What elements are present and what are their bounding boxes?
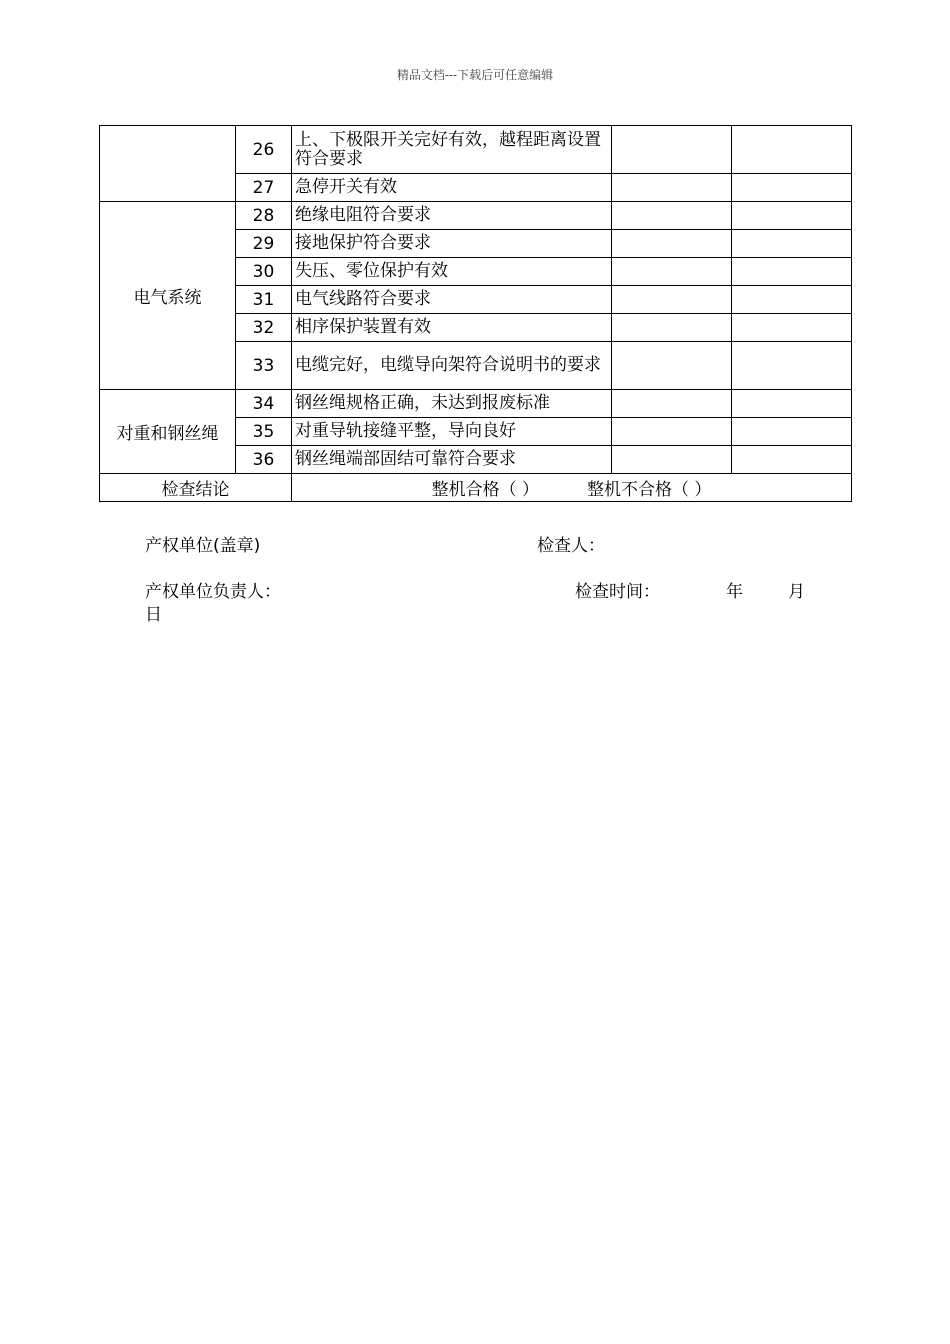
remark-cell — [732, 230, 852, 258]
result-cell — [612, 230, 732, 258]
conclusion-options — [292, 474, 852, 502]
page-header: 精品文档---下载后可任意编辑 — [396, 68, 554, 82]
result-cell — [612, 418, 732, 446]
year-label: 年 — [726, 582, 743, 602]
item-number: 26 — [236, 126, 292, 174]
table-row — [100, 390, 852, 418]
item-text: 对重导轨接缝平整，导向良好 — [292, 418, 612, 446]
conclusion-label: 检查结论 — [100, 474, 292, 502]
result-cell — [612, 446, 732, 474]
remark-cell — [732, 258, 852, 286]
owner-seal-label: 产权单位(盖章) — [145, 536, 261, 556]
result-cell — [612, 174, 732, 202]
category-cell — [100, 126, 236, 202]
result-cell — [612, 314, 732, 342]
table-row — [100, 202, 852, 230]
inspector-label: 检查人： — [537, 536, 605, 556]
remark-cell — [732, 126, 852, 174]
item-text: 绝缘电阻符合要求 — [292, 202, 612, 230]
item-number: 27 — [236, 174, 292, 202]
category-cell: 电气系统 — [100, 202, 236, 390]
result-cell — [612, 258, 732, 286]
result-cell — [612, 202, 732, 230]
day-label: 日 — [145, 605, 162, 625]
remark-cell — [732, 390, 852, 418]
remark-cell — [732, 446, 852, 474]
item-text: 相序保护装置有效 — [292, 314, 612, 342]
remark-cell — [732, 202, 852, 230]
item-text: 钢丝绳端部固结可靠符合要求 — [292, 446, 612, 474]
item-number: 29 — [236, 230, 292, 258]
item-text: 接地保护符合要求 — [292, 230, 612, 258]
item-number: 33 — [236, 342, 292, 390]
item-number: 36 — [236, 446, 292, 474]
conclusion-row — [100, 474, 852, 502]
month-label: 月 — [788, 582, 805, 602]
remark-cell — [732, 418, 852, 446]
inspection-table — [99, 125, 852, 502]
item-text: 上、下极限开关完好有效，越程距离设置符合要求 — [292, 126, 612, 174]
item-number: 34 — [236, 390, 292, 418]
fail-option: 整机不合格（ ） — [587, 480, 712, 500]
item-number: 30 — [236, 258, 292, 286]
result-cell — [612, 126, 732, 174]
item-number: 31 — [236, 286, 292, 314]
result-cell — [612, 390, 732, 418]
table-row — [100, 126, 852, 174]
remark-cell — [732, 286, 852, 314]
owner-head-label: 产权单位负责人： — [145, 582, 281, 602]
item-number: 28 — [236, 202, 292, 230]
result-cell — [612, 286, 732, 314]
pass-option: 整机合格（ ） — [431, 480, 539, 500]
item-number: 35 — [236, 418, 292, 446]
remark-cell — [732, 314, 852, 342]
item-text: 电缆完好，电缆导向架符合说明书的要求 — [292, 342, 612, 390]
inspect-time-label: 检查时间： — [575, 582, 660, 602]
result-cell — [612, 342, 732, 390]
remark-cell — [732, 342, 852, 390]
item-text: 急停开关有效 — [292, 174, 612, 202]
category-cell: 对重和钢丝绳 — [100, 390, 236, 474]
item-text: 钢丝绳规格正确，未达到报废标准 — [292, 390, 612, 418]
remark-cell — [732, 174, 852, 202]
item-text: 失压、零位保护有效 — [292, 258, 612, 286]
item-text: 电气线路符合要求 — [292, 286, 612, 314]
item-number: 32 — [236, 314, 292, 342]
